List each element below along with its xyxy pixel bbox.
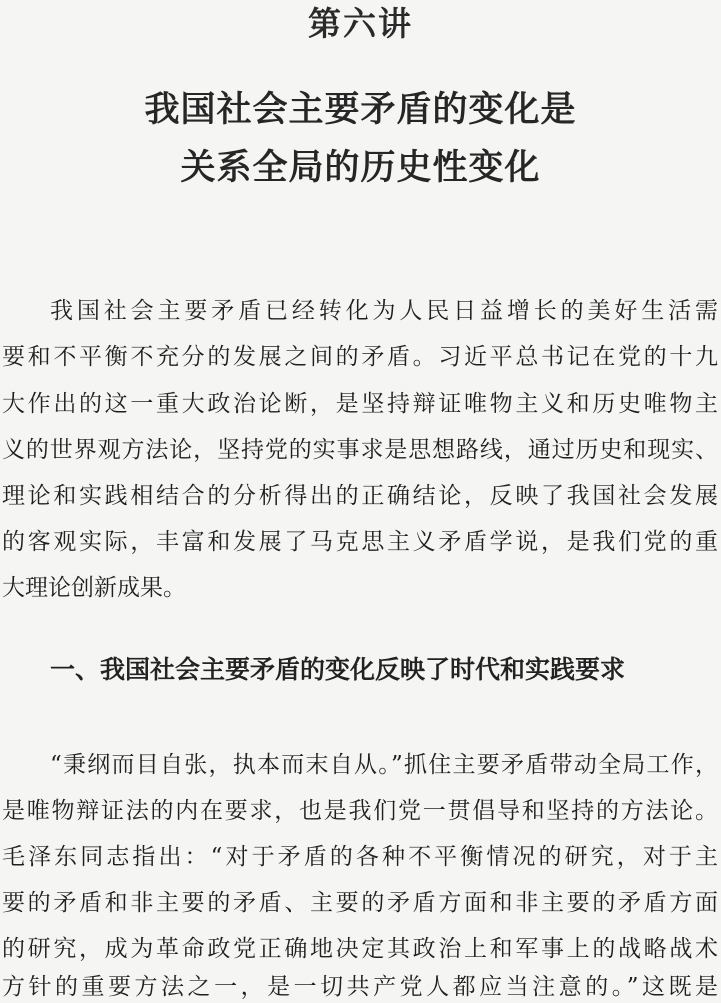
paragraph-line: 理论和实践相结合的分析得出的正确结论，反映了我国社会发展	[2, 483, 718, 509]
paragraph-line: “秉纲而目自张，执本而末自从。”抓住主要矛盾带动全局工作，	[50, 752, 718, 778]
chapter-title-line-2: 关系全局的历史性变化	[180, 148, 541, 188]
paragraph-line: 义的世界观方法论，坚持党的实事求是思想路线，通过历史和现实、	[2, 437, 718, 463]
paragraph-line: 毛泽东同志指出：“对于矛盾的各种不平衡情况的研究，对于主	[2, 844, 718, 870]
paragraph-line: 大作出的这一重大政治论断，是坚持辩证唯物主义和历史唯物主	[2, 391, 718, 417]
chapter-title-line-1: 我国社会主要矛盾的变化是	[144, 90, 577, 130]
lecture-number: 第六讲	[308, 4, 413, 43]
section-heading: 一、我国社会主要矛盾的变化反映了时代和实践要求	[50, 655, 626, 684]
paragraph-line: 大理论创新成果。	[2, 575, 186, 601]
paragraph-line: 我国社会主要矛盾已经转化为人民日益增长的美好生活需	[50, 298, 718, 324]
paragraph-line: 的研究，成为革命政党正确地决定其政治上和军事上的战略战术	[2, 936, 718, 962]
paragraph-line: 方针的重要方法之一，是一切共产党人都应当注意的。”这既是	[2, 974, 718, 1000]
paragraph-line: 要的矛盾和非主要的矛盾、主要的矛盾方面和非主要的矛盾方面	[2, 890, 718, 916]
paragraph-line: 是唯物辩证法的内在要求，也是我们党一贯倡导和坚持的方法论。	[2, 798, 718, 824]
paragraph-line: 的客观实际，丰富和发展了马克思主义矛盾学说，是我们党的重	[2, 529, 718, 555]
paragraph-line: 要和不平衡不充分的发展之间的矛盾。习近平总书记在党的十九	[2, 344, 718, 370]
